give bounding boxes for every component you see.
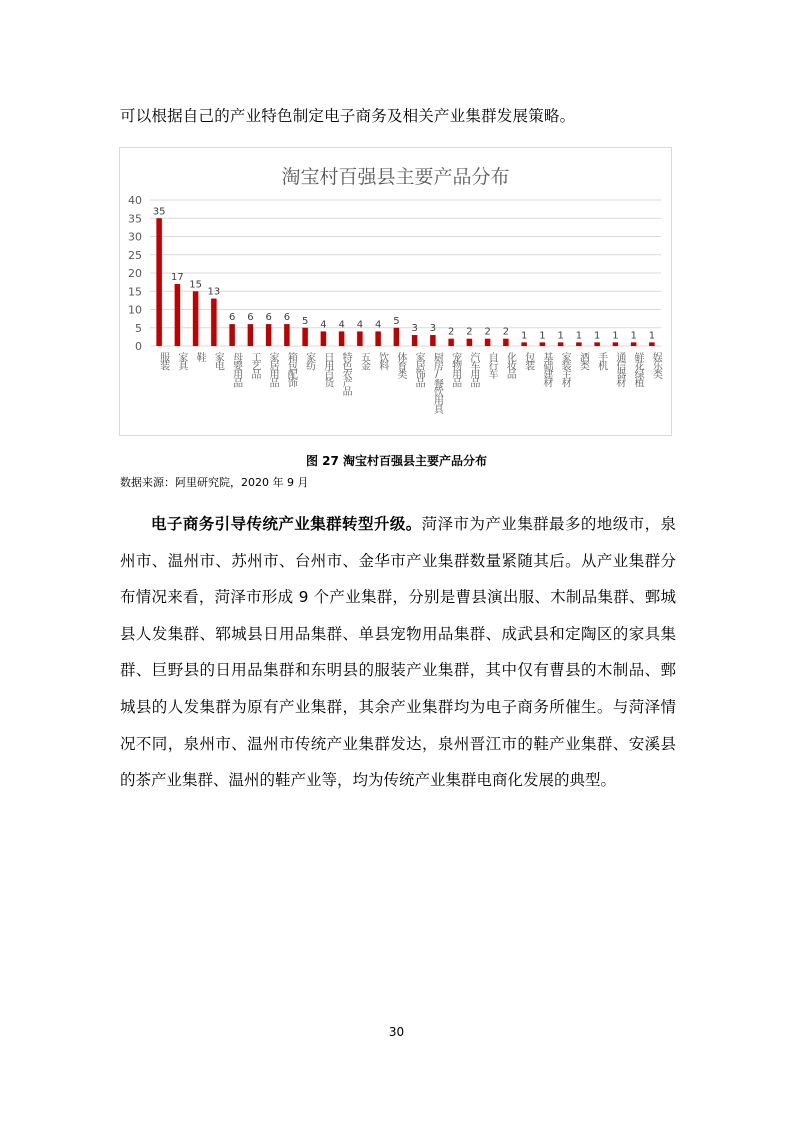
x-tick-label: 自行车 [486,352,498,378]
data-label: 3 [411,323,418,335]
y-tick-label: 40 [128,194,142,207]
x-tick-label: 家电 [212,352,224,369]
bar [229,324,235,346]
figure-caption: 图 27 淘宝村百强县主要产品分布 [305,454,488,468]
data-label: 6 [265,312,272,324]
data-label: 5 [301,315,309,327]
data-label: 15 [189,279,202,291]
x-tick-label: 家居饰品 [413,352,425,386]
data-label: 35 [152,206,166,218]
bar [649,342,655,346]
x-tick-label: 服装 [157,352,169,369]
x-tick-label: 日用百货 [321,352,333,386]
bar [284,324,290,346]
paragraph-lead: 电子商务引导传统产业集群转型升级。 [151,515,422,533]
bar [357,331,363,346]
data-source: 数据来源：阿里研究院，2020 年 9 月 [120,476,309,489]
bar [558,342,564,346]
page-number: 30 [388,1025,405,1039]
bar [412,335,418,346]
body-paragraph [120,506,676,799]
bar [631,342,637,346]
paragraph-text: 菏泽市为产业集群最多的地级市，泉州市、温州市、苏州市、台州市、金华市产业集群数量紧随其后。从产业集群分布情况来看，菏泽市形成 9 个产业集群，分别是曹县演出服、木制品集群、鄄城县人发集群、郓城县日用品集群、单县宠物用品集群、成武县和定陶区的家具集群、巨野县的日用品集群和东明县的服装产业集群，其中仅有曹县的木制品、鄄城县的人发集群为原有产业集群，其余产业集群均为电子商务所催生。与菏泽情况不同，泉州市、温州市传统产业集群发达，泉州晋江市的鞋产业集群、安溪县的茶产业集群、温州的鞋产业等，均为传统产业集群电商化发展的典型。 [120,515,676,790]
x-tick-label: 手机 [595,352,607,369]
bar [302,328,308,346]
x-tick-label: 家具 [175,352,187,369]
x-tick-label: 五金 [358,352,370,369]
y-tick-label: 0 [135,340,142,353]
data-label: 6 [247,312,254,324]
bar [613,342,619,346]
chart-plot-area [120,148,673,437]
data-label: 2 [466,326,473,338]
bar [430,335,436,346]
bar [193,291,199,346]
data-label: 1 [630,330,637,342]
data-label: 1 [539,330,546,342]
x-tick-label: 箱包配饰 [285,352,297,386]
bar [156,218,162,346]
data-label: 1 [593,330,601,342]
x-tick-label: 通信器材 [613,352,625,386]
x-tick-label: 酒类 [577,352,589,369]
x-tick-label: 特色农产品 [340,352,352,395]
x-tick-label: 娱乐类 [650,352,662,378]
bar [467,339,473,346]
data-label: 2 [502,326,510,338]
x-tick-label: 包装 [522,352,534,369]
y-tick-label: 20 [128,267,142,280]
data-label: 6 [283,312,291,324]
data-label: 17 [171,271,184,283]
bar [521,342,527,346]
x-tick-label: 汽车用品 [467,352,479,386]
bar [448,339,454,346]
bar [339,331,345,346]
bar [248,324,254,346]
x-tick-label: 家装主材 [559,352,571,386]
x-tick-label: 厨房/餐饮用具 [431,352,443,413]
bar [394,328,400,346]
data-label: 13 [207,286,221,298]
data-label: 1 [612,330,619,342]
bar [375,331,381,346]
data-label: 2 [484,326,491,338]
data-label: 6 [228,312,236,324]
x-tick-label: 鞋 [194,352,206,361]
data-label: 1 [648,330,656,342]
data-label: 4 [338,319,345,331]
data-label: 1 [557,330,564,342]
x-tick-label: 基础建材 [540,352,552,386]
bar [540,342,546,346]
x-tick-label: 鲜花绿植 [632,352,644,386]
x-tick-label: 母婴用品 [230,352,242,386]
bar [576,342,582,346]
x-tick-label: 体育类 [394,352,406,378]
bar [175,284,181,346]
y-tick-label: 35 [128,212,142,226]
intro-paragraph: 可以根据自己的产业特色制定电子商务及相关产业集群发展策略。 [120,107,576,125]
x-tick-label: 工艺品 [248,352,260,378]
bar [211,299,217,346]
x-tick-label: 家纺 [303,352,315,369]
data-label: 5 [393,315,400,327]
y-tick-label: 25 [128,248,142,262]
y-tick-label: 30 [128,230,142,244]
y-tick-label: 10 [128,303,142,317]
bar [321,331,327,346]
x-tick-label: 宠物用品 [449,352,461,386]
chart-title: 淘宝村百强县主要产品分布 [281,166,510,188]
bar [503,339,509,346]
y-tick-label: 15 [128,285,142,299]
data-label: 1 [575,330,583,342]
data-label: 3 [429,323,437,335]
y-tick-label: 5 [135,321,142,335]
data-label: 1 [520,330,528,342]
data-label: 4 [320,319,327,331]
bar [485,339,491,346]
data-label: 2 [447,326,455,338]
x-tick-label: 家居用品 [267,352,279,386]
bar [266,324,272,346]
data-label: 4 [356,319,364,331]
data-label: 4 [374,319,382,331]
x-tick-label: 化妆品 [504,352,516,378]
bar [594,342,600,346]
bar-chart [119,147,672,436]
x-tick-label: 饮料 [376,352,388,369]
